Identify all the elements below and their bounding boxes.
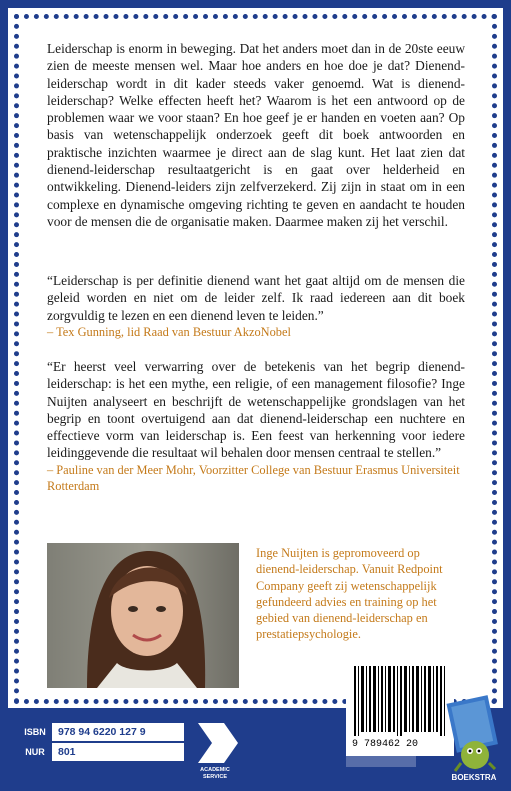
boekstra-label: BOEKSTRA: [451, 773, 497, 782]
nur-value: 801: [52, 743, 184, 761]
author-portrait-icon: [47, 543, 239, 688]
author-photo: [47, 543, 239, 688]
blurb-paragraph: Leiderschap is enorm in beweging. Dat het anders moet dan in de 20ste eeuw zien de meeste mensen wel. Maar hoe anders en hoe doe je dat? Dienend-leiderschap wordt in dit kader steeds vaker genoemd. Wat is dienend-leiderschap? Welke effecten heeft het? Waarom is het een antwoord op de problemen waar we voor staan? En hoe geef je er handen en voeten aan? Op basis van wetenschappelijk onderzoek geeft dit boek antwoorden en praktische inzichten waarmee je direct aan de slag kunt. Het laat zien dat dienend-leiderschap resultaatgericht is en gaat over helderheid en ontwikkeling. Dienend-leiders zijn zelfverzekerd. Zij zijn in staat om in een complexe en dynamische omgeving richting te geven en aandacht te houden voor de mensen die de organisatie maken. Daarmee maken zij het verschil.: [47, 41, 465, 229]
quote-pauline-van-der-meer-mohr: [47, 358, 465, 494]
quote-text: “Leiderschap is per definitie dienend want het gaat altijd om de mensen die geleid worden en niet om de leider zelf. Ik raad iedereen aan dit boek zorgvuldig te lezen en een dienend leven te leiden.”: [47, 273, 465, 323]
quote-text: “Er heerst veel verwarring over de betekenis van het begrip dienend-leiderschap: is het een mythe, een religie, of een management filosofie? Inge Nuijten analyseert en beschrijft de wetenschappelijke grondslagen van het begrip en toont overtuigend aan dat dienend-leiderschap een nuchtere en effectieve vorm van leiderschap is. Een feest van herkenning voor iedere leidinggevende die resultaat wil behalen door mensen centraal te stellen.”: [47, 359, 465, 461]
isbn-label: ISBN: [20, 723, 50, 741]
boekstra-mascot: [445, 693, 503, 783]
quote-attribution: – Pauline van der Meer Mohr, Voorzitter College van Bestuur Erasmus Universiteit Rotterdam: [47, 462, 460, 494]
isbn-value: 978 94 6220 127 9: [52, 723, 184, 741]
svg-text:SERVICE: SERVICE: [202, 774, 228, 780]
author-bio: Inge Nuijten is gepromoveerd op dienend-leiderschap. Vanuit Redpoint Company geeft zij wetenschappelijk gefundeerd advies en training op het gebied van dienend-leiderschap en prestatiepsychologie.: [256, 546, 443, 642]
barcode-digits: 9 789462 20: [352, 739, 419, 750]
nur-label: NUR: [20, 743, 50, 761]
quote-attribution: – Tex Gunning, lid Raad van Bestuur AkzoNobel: [47, 324, 291, 339]
publisher-logo: [186, 713, 244, 783]
boekstra-mascot-icon: [445, 693, 503, 783]
info-band: [8, 713, 503, 783]
svg-text:ACADEMIC: ACADEMIC: [200, 767, 230, 773]
academic-service-logo-icon: [186, 713, 244, 783]
website-text: www.academ: [352, 749, 403, 758]
quote-tex-gunning: [47, 272, 465, 340]
